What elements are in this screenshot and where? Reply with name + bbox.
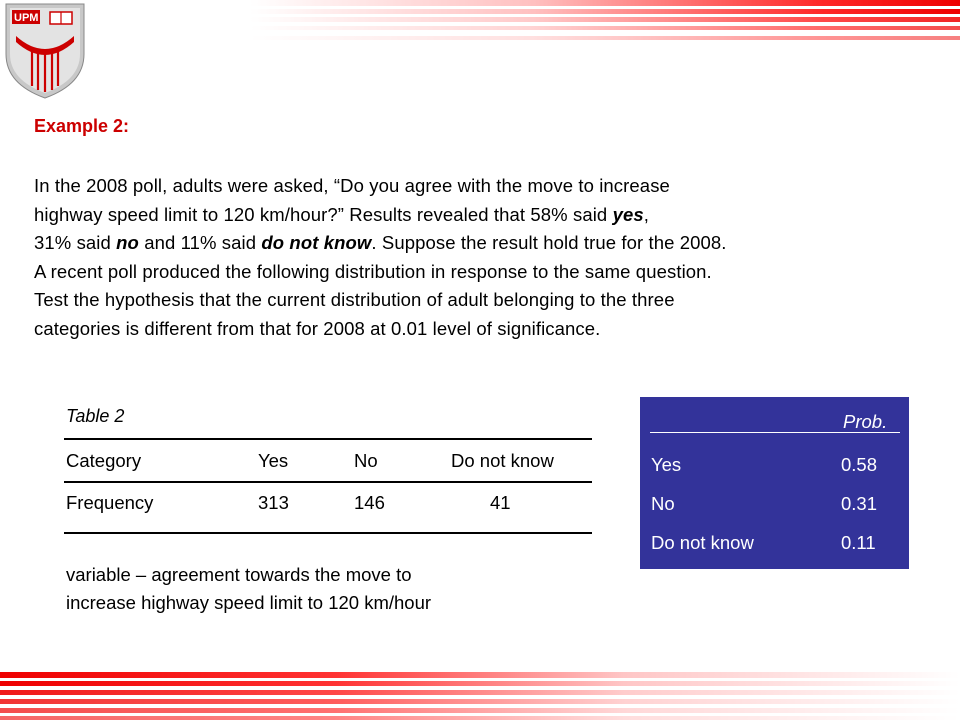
top-decorative-stripes bbox=[250, 0, 960, 48]
svg-text:UPM: UPM bbox=[14, 12, 39, 24]
prob-label-yes: Yes bbox=[651, 454, 682, 475]
prob-header-rule bbox=[650, 432, 900, 433]
table-caption: Table 2 bbox=[66, 406, 125, 426]
paragraph-line-1: In the 2008 poll, adults were asked, “Do you agree with the move to increase bbox=[34, 175, 670, 196]
probability-box bbox=[640, 397, 909, 569]
table-header-do-not-know: Do not know bbox=[451, 450, 554, 471]
note-line-2: increase highway speed limit to 120 km/hour bbox=[66, 592, 432, 613]
table-bottom-rule bbox=[64, 532, 592, 534]
table-cell-yes: 313 bbox=[258, 492, 289, 513]
paragraph-line-2: highway speed limit to 120 km/hour?” Results revealed that 58% said yes, bbox=[34, 203, 649, 225]
paragraph-line-6: categories is different from that for 2008 at 0.01 level of significance. bbox=[34, 317, 601, 339]
prob-value-yes: 0.58 bbox=[841, 454, 878, 475]
prob-label-do-not-know: Do not know bbox=[651, 532, 754, 553]
paragraph-line-4: A recent poll produced the following distribution in response to the same question. bbox=[34, 260, 712, 282]
prob-value-no: 0.31 bbox=[841, 493, 878, 514]
table-row-label: Frequency bbox=[66, 492, 154, 513]
table-header-rule bbox=[64, 481, 592, 483]
example-title: Example 2: bbox=[34, 116, 130, 136]
table-header-category: Category bbox=[66, 450, 142, 471]
table-header-no: No bbox=[354, 450, 378, 471]
paragraph-line-3: 31% said no and 11% said do not know. Suppose the result hold true for the 2008. bbox=[34, 232, 727, 253]
variable-note bbox=[66, 561, 431, 617]
table-header-yes: Yes bbox=[258, 450, 289, 471]
upm-logo bbox=[2, 2, 88, 100]
note-line-1: variable – agreement towards the move to bbox=[66, 564, 412, 585]
prob-label-no: No bbox=[651, 493, 675, 514]
prob-header: Prob. bbox=[843, 411, 888, 432]
table-cell-no: 146 bbox=[354, 492, 385, 513]
paragraph-line-5: Test the hypothesis that the current distribution of adult belonging to the three bbox=[34, 289, 675, 310]
problem-paragraph bbox=[34, 172, 934, 343]
prob-value-do-not-know: 0.11 bbox=[841, 532, 876, 553]
table-top-rule bbox=[64, 438, 592, 440]
bottom-decorative-stripes bbox=[0, 672, 960, 720]
table-cell-do-not-know: 41 bbox=[490, 492, 511, 513]
